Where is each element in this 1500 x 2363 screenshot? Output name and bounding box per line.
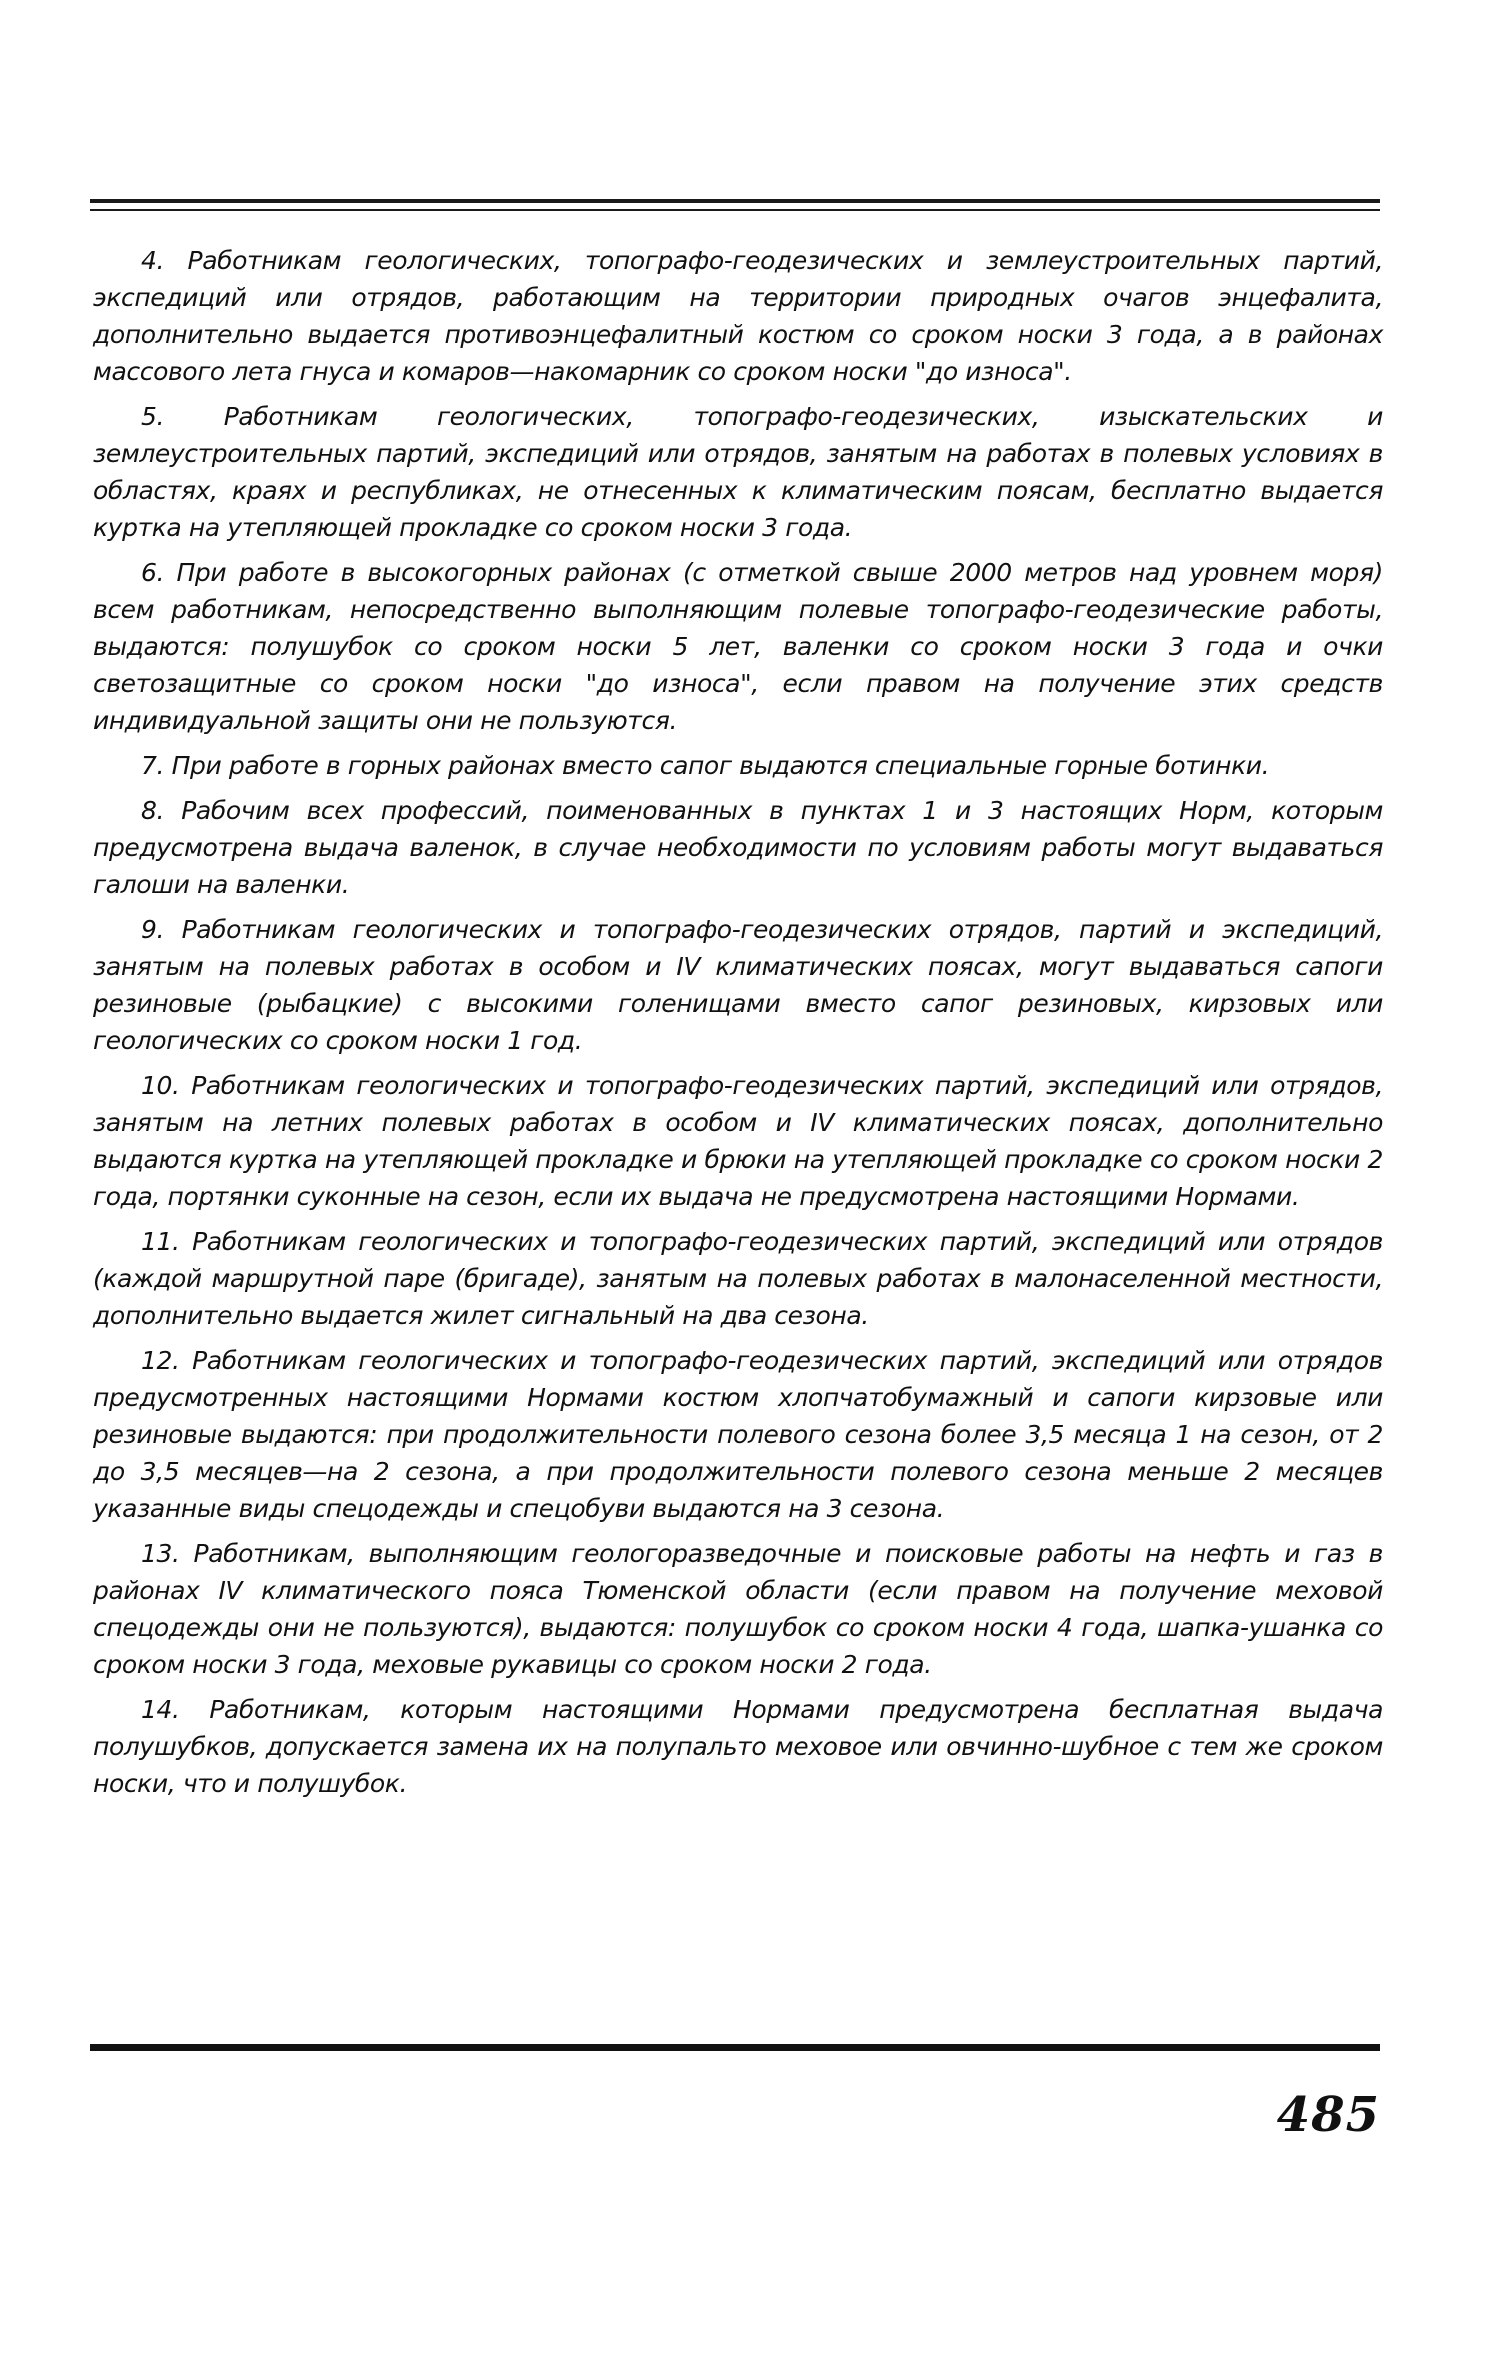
- paragraph-9: 9. Работникам геологических и топографо-геодезических отрядов, партий и экспедиций, занятым на полевых работах в особом и IV климатических поясах, могут выдаваться сапоги резиновые (рыбацкие) с высокими голенищами вместо сапог резиновых, кирзовых или геологических со сроком носки 1 год.: [93, 915, 1383, 1055]
- paragraph-6: 6. При работе в высокогорных районах (с отметкой свыше 2000 метров над уровнем моря) всем работникам, непосредственно выполняющим полевые топографо-геодезические работы, выдаются: полушубок со сроком носки 5 лет, валенки со сроком носки 3 года и очки светозащитные со сроком носки "до износа", если правом на получение этих средств индивидуальной защиты они не пользуются.: [93, 558, 1383, 735]
- paragraph-4: 4. Работникам геологических, топографо-геодезических и землеустроительных партий, экспедиций или отрядов, работающим на территории природных очагов энцефалита, дополнительно выдается противоэнцефалитный костюм со сроком носки 3 года, а в районах массового лета гнуса и комаров—накомарник со сроком носки "до износа".: [93, 246, 1383, 386]
- paragraph-14: 14. Работникам, которым настоящими Нормами предусмотрена бесплатная выдача полушубков, допускается замена их на полупальто меховое или овчинно-шубное с тем же сроком носки, что и полушубок.: [93, 1695, 1383, 1798]
- header-rule-thin: [90, 209, 1380, 211]
- header-rule-thick: [90, 199, 1380, 203]
- paragraph-7: 7. При работе в горных районах вместо сапог выдаются специальные горные ботинки.: [141, 751, 1270, 780]
- paragraph-12: 12. Работникам геологических и топографо-геодезических партий, экспедиций или отрядов предусмотренных настоящими Нормами костюм хлопчатобумажный и сапоги кирзовые или резиновые выдаются: при продолжительности полевого сезона более 3,5 месяца 1 на сезон, от 2 до 3,5 месяцев—на 2 сезона, а при продолжительности полевого сезона меньше 2 месяцев указанные виды спецодежды и спецобуви выдаются на 3 сезона.: [93, 1346, 1383, 1523]
- paragraph-10: 10. Работникам геологических и топографо-геодезических партий, экспедиций или отрядов, занятым на летних полевых работах в особом и IV климатических поясах, дополнительно выдаются куртка на утепляющей прокладке и брюки на утепляющей прокладке со сроком носки 2 года, портянки суконные на сезон, если их выдача не предусмотрена настоящими Нормами.: [93, 1071, 1383, 1211]
- page-number: 485: [1276, 2087, 1380, 2143]
- paragraph-13: 13. Работникам, выполняющим геологоразведочные и поисковые работы на нефть и газ в районах IV климатического пояса Тюменской области (если правом на получение меховой спецодежды они не пользуются), выдаются: полушубок со сроком носки 4 года, шапка-ушанка со сроком носки 3 года, меховые рукавицы со сроком носки 2 года.: [93, 1539, 1383, 1679]
- paragraph-5: 5. Работникам геологических, топографо-геодезических, изыскательских и землеустроительных партий, экспедиций или отрядов, занятым на работах в полевых условиях в областях, краях и республиках, не отнесенных к климатическим поясам, бесплатно выдается куртка на утепляющей прокладке со сроком носки 3 года.: [93, 402, 1383, 542]
- paragraph-8: 8. Рабочим всех профессий, поименованных в пунктах 1 и 3 настоящих Норм, которым предусмотрена выдача валенок, в случае необходимости по условиям работы могут выдаваться галоши на валенки.: [93, 796, 1383, 899]
- footer-rule: [90, 2044, 1380, 2051]
- page-body: [93, 242, 1383, 1810]
- paragraph-11: 11. Работникам геологических и топографо-геодезических партий, экспедиций или отрядов (каждой маршрутной паре (бригаде), занятым на полевых работах в малонаселенной местности, дополнительно выдается жилет сигнальный на два сезона.: [93, 1227, 1383, 1330]
